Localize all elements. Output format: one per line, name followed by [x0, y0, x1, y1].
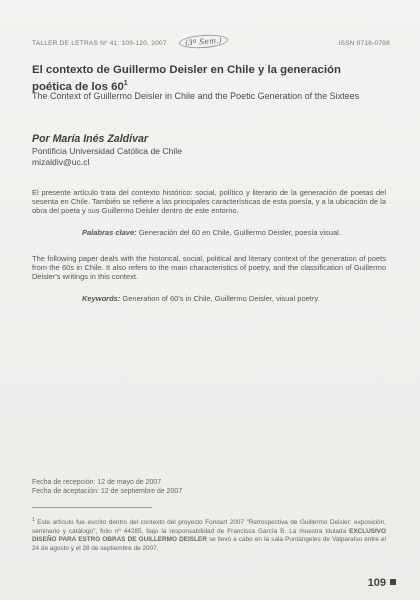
- publication-dates: [32, 478, 182, 496]
- title-footnote-mark: 1: [123, 80, 128, 87]
- abstract-english: The following paper deals with the historical, social, political and literary context of the generation of poets from the 60s in Chile. It also refers to the main characteristics of poetry, and the classification of Guillermo Deisler's writings in this context.: [32, 254, 386, 282]
- running-header: [32, 35, 390, 48]
- article-title-text: El contexto de Guillermo Deisler en Chile y la generación poética de los 60: [32, 64, 341, 93]
- keywords-label-spanish: Palabras clave:: [82, 228, 137, 237]
- author-affiliation: Pontificia Universidad Católica de Chile: [32, 146, 182, 156]
- issn: ISSN 0716-0798: [338, 40, 390, 47]
- footnote-text-b: se llevó a cabo en la sala Puntángeles de Valparaíso entre el 24 de agosto y el 28 de septiembre de 2007.: [32, 536, 386, 552]
- keywords-label-english: Keywords:: [82, 294, 121, 303]
- article-title-english: The Context of Guillermo Deisler in Chile and the Poetic Generation of the Sixtees: [32, 91, 360, 101]
- author-name: Por María Inés Zaldívar: [32, 133, 148, 145]
- keywords-spanish: [32, 228, 386, 237]
- keywords-english: [32, 294, 386, 303]
- handwritten-note: (3º Sem.): [179, 33, 229, 49]
- keywords-text-english: Generation of 60's in Chile, Guillermo Deisler, visual poetry.: [120, 294, 320, 303]
- article-title: [32, 64, 372, 94]
- date-accepted: Fecha de aceptación: 12 de septiembre de 2007: [32, 488, 183, 495]
- footnote-mark: 1: [32, 517, 35, 523]
- footnote-text-a: Este artículo fue escrito dentro del contexto del proyecto Fondart 2007 "Retrospectiva de Guillermo Deisler: exposición, seminario y catálogo", folio nº 44285, bajo la responsabilidad de Francisca García B. La muestra titulada: [32, 519, 386, 535]
- author-affiliation-block: [32, 146, 182, 168]
- footnote-exhibition-title: EXCLUSIVO DISEÑO PARA ESTRO OBRAS DE GUILLERMO DEISLER: [32, 527, 386, 544]
- page-number-block: [368, 577, 396, 589]
- abstract-spanish: El presente artículo trata del contexto histórico: social, político y literario de la generación de poetas del sesenta en Chile. También se refiere a las principales características de esta poesía, y a la ubicación de la obra del poeta y sus Guillermo Deisler dentro de este entorno.: [32, 188, 386, 216]
- page-number: 109: [367, 577, 386, 589]
- footnote: [32, 516, 386, 554]
- date-received: Fecha de recepción: 12 de mayo de 2007: [32, 479, 162, 486]
- footnote-divider: [32, 507, 152, 508]
- square-marker-icon: [390, 579, 396, 585]
- journal-citation: TALLER DE LETRAS Nº 41: 109-120, 2007: [32, 40, 167, 47]
- keywords-text-spanish: Generación del 60 en Chile, Guillermo Deisler, poesía visual.: [136, 228, 341, 237]
- author-email: mizaldiv@uc.cl: [32, 157, 90, 167]
